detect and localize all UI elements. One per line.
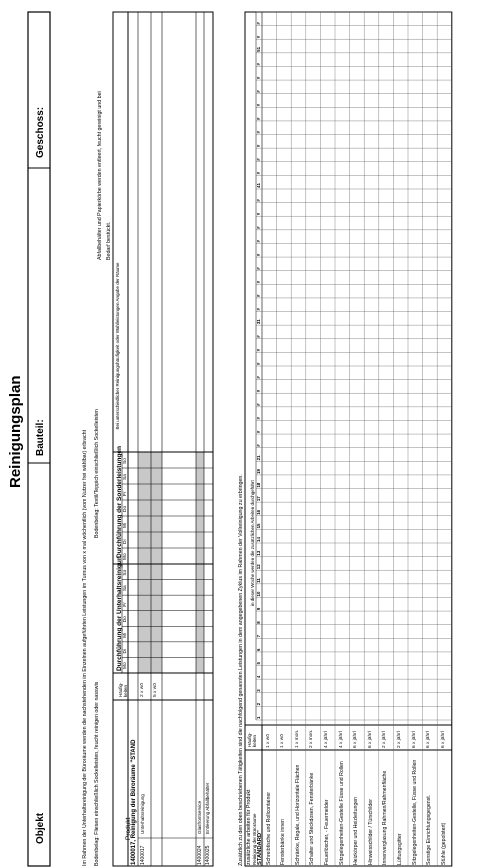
week-header-cell: 10 [256, 591, 261, 597]
week-header-cell: # [256, 226, 261, 229]
week-header-cell: 31 [256, 319, 261, 325]
task-label: Schalter und Steckdosen, Fensterbänke [309, 772, 316, 865]
task-frequency: 6 x jährl [440, 731, 446, 748]
week-header-cell: # [256, 348, 261, 352]
task-label: Sitzgelegenheiten-Gestelle, Füsse und Rollen [411, 759, 418, 865]
intro-line-1: Im Rahmen der Unterhaltsreinigung der Büroräume werden die nachstehenden im Einzelnen aufgeführten Leistungen im Turnus von x mal wöchentlich (vom Nutzer frei wählbar) erbracht [82, 429, 88, 866]
week-header-cell: # [256, 90, 261, 93]
task-frequency: 2 x jährl [396, 731, 402, 748]
table1-row-desc: Glasfrontservice [197, 800, 202, 834]
week-header-cell: 15 [256, 523, 261, 529]
week-header-cell: 12 [256, 564, 261, 570]
week-header-cell: # [256, 22, 261, 25]
task-label: Sonstige Einrichtungsgegenst. [426, 794, 433, 865]
week-header-cell: # [256, 308, 261, 311]
week-header-cell: # [256, 417, 261, 420]
week-header-cell: # [256, 444, 261, 447]
day-header-mi: Mi [123, 522, 128, 528]
week-header-cell: # [256, 76, 261, 80]
week-header-cell: # [256, 430, 261, 434]
day-header-di: Di [123, 539, 128, 544]
week-header-cell: 16 [256, 509, 261, 515]
task-label: Feuerlöscher, - Feuermelder [323, 799, 330, 865]
week-header-cell: # [256, 35, 261, 39]
week-header-cell: 21 [256, 455, 261, 461]
week-header-cell: # [256, 212, 261, 216]
day-header-mi: Mi [123, 632, 128, 638]
task-frequency: 4 x jährl [338, 731, 344, 748]
unterhalt-shaded-cells [138, 564, 162, 673]
week-header-cell: # [256, 131, 261, 134]
objekt-label: Objekt [35, 812, 46, 844]
task-frequency: 6 x jährl [411, 731, 417, 748]
day-header-do: Do [123, 616, 128, 623]
week-header-cell: # [256, 240, 261, 243]
week-header-cell: 9 [256, 607, 261, 611]
week-header-cell: 14 [256, 537, 261, 542]
week-header-cell: # [256, 117, 261, 120]
table1-row-code: 1400024 [197, 845, 203, 865]
geschoss-label: Geschoss: [35, 106, 46, 158]
table1-row-code: 1400025 [205, 845, 211, 865]
week-header-cell: 17 [256, 496, 261, 502]
t2-header-line-3: STANDARD" [257, 830, 263, 865]
sonder-shaded-cells [138, 452, 162, 564]
col-haeufigkeit: Häufig-keiten [118, 682, 128, 697]
task-frequency: 6 x jährl [426, 731, 432, 748]
day-header-mo: Mo [123, 553, 128, 560]
task-frequency: 1 x wö [265, 734, 271, 748]
t2-col-haeufigkeit: Häufig-keiten [247, 732, 257, 747]
week-header-cell: 8 [256, 621, 261, 624]
table1-row-code: 1400017 [140, 845, 146, 865]
week-header-cell: # [256, 63, 261, 66]
table1-row-title: 1400017, Reinigung der Büroräume "STAND [131, 739, 137, 865]
week-header-cell: # [256, 199, 261, 202]
weeks-note: in dieser Woche werden die zusätzlichen Arbeiten durchgeführt [250, 480, 255, 606]
week-header-cell: # [256, 171, 261, 175]
task-label: Fensterbänke innen [280, 819, 287, 865]
task-frequency: 1 x mon. [294, 729, 300, 748]
task-frequency: 2 x mon. [309, 729, 315, 748]
week-header-cell: # [256, 403, 261, 406]
task-label: Heizkörper und Heizleitungen [353, 796, 360, 865]
unterhalt-shaded-cells-2 [196, 564, 204, 673]
table1-row-desc: Unterhaltsreinigung [140, 794, 145, 834]
week-header-cell: 7 [256, 634, 261, 638]
week-header-cell: # [256, 294, 261, 297]
week-header-cell: # [256, 280, 261, 284]
week-header-cell: # [256, 103, 261, 107]
table2-frame [245, 12, 452, 866]
week-header-cell: # [256, 362, 261, 365]
week-header-cell: 41 [256, 183, 261, 188]
task-label: Hinweisschilder / Türschilder [367, 799, 374, 865]
week-header-cell: # [256, 144, 261, 148]
bauteil-label: Bauteil: [35, 419, 46, 456]
week-header-cell: # [256, 376, 261, 379]
intro-line-2: Bodenbelag: Fliesen einschließlich Sockelleisten, feucht reinigen oder nasswis [94, 681, 100, 866]
task-label: Innenverglasung Rahmen/Rahmenfläche [382, 770, 389, 865]
week-header-cell: # [256, 253, 261, 257]
week-header-cell: # [256, 267, 261, 270]
task-label: Schränke, Regale, und Horizontale Flächen [294, 764, 301, 865]
day-header-fr: Fr [123, 491, 128, 496]
task-label: Lüftungsgitter [396, 833, 403, 865]
task-label: Schreibtische und Rollcontainer [265, 792, 272, 865]
week-header-cell: 51 [256, 46, 261, 52]
day-header-sa: Sa [123, 585, 128, 592]
intro-line-3: Bodenbelag: Textil/Teppich einschließlich Sockelleisten [94, 409, 100, 538]
intro-note-right-2: Bedarf bestückt. [106, 221, 112, 260]
day-header-di: Di [123, 648, 128, 654]
sonder-shaded-cells-2 [196, 452, 204, 564]
week-header-cell: 6 [256, 648, 261, 651]
task-frequency: 6 x jährl [353, 731, 359, 748]
t2-header-line-2: Reinigung der Büroräume [252, 813, 257, 865]
task-label: Stühle (gepolstert) [440, 822, 447, 865]
task-frequency: 4 x jährl [323, 731, 329, 748]
day-header-do: Do [123, 505, 128, 512]
week-header-cell: 18 [256, 482, 261, 488]
week-header-cell: # [256, 389, 261, 393]
group-unterhalt: Durchführung der Unterhaltsreinigun [116, 556, 123, 671]
day-header-mo: Mo [123, 662, 128, 669]
task-frequency: 1 x wö [280, 734, 286, 748]
week-header-cell: 5 [256, 662, 261, 665]
week-header-cell: 11 [256, 578, 261, 583]
day-header-so: So [123, 569, 128, 576]
table1-row-freq: 5 x wö [153, 683, 158, 697]
group-sonder: Durchführung der Sonderleistungen [116, 446, 123, 558]
task-label: Sitzgelegenheiten-Gestelle Füsse und Rollen [338, 761, 345, 865]
task-frequency: 2 x jährl [382, 731, 388, 748]
day-header-fr: Fr [123, 602, 128, 607]
week-header-cell: 2 [256, 702, 261, 706]
week-header-cell: # [256, 158, 261, 161]
week-header-cell: # [256, 335, 261, 338]
table1-row-freq: 2 x wö [140, 683, 145, 697]
col-remarks: Bei unterschiedlicher Reinigungshäufigkeit oder Wahlleistungen Angabe der Räume [115, 262, 120, 430]
table1-row-desc: Entleerung Abfallbehälter [205, 782, 210, 834]
week-header-cell: 13 [256, 550, 261, 556]
week-header-cell: 4 [256, 675, 261, 679]
col-produkt: Produkt [125, 817, 132, 840]
intro-note-right-1: Abfallbehälter und Papierkörbe werden entleert, feucht gereinigt und bei [97, 91, 103, 260]
week-header-cell: 3 [256, 689, 261, 692]
t2-header-line-1: zusätzliche arbeiten für Produkt [246, 789, 252, 865]
day-header-sa: Sa [123, 474, 128, 480]
day-header-so: So [123, 458, 128, 464]
page-title: Reinigungsplan [7, 375, 24, 488]
task-frequency: 6 x jährl [367, 731, 373, 748]
week-header-cell: 19 [256, 469, 261, 474]
week-header-cell: 1 [256, 716, 261, 719]
table2-intro: Zusätzlich zu den oben beschriebenen Tätigkeiten sind die nachfolgend genannten Leistungen in dem angegebenen Zyklus im Rahmen der Vollreinigung zu erbringen. [238, 474, 244, 866]
